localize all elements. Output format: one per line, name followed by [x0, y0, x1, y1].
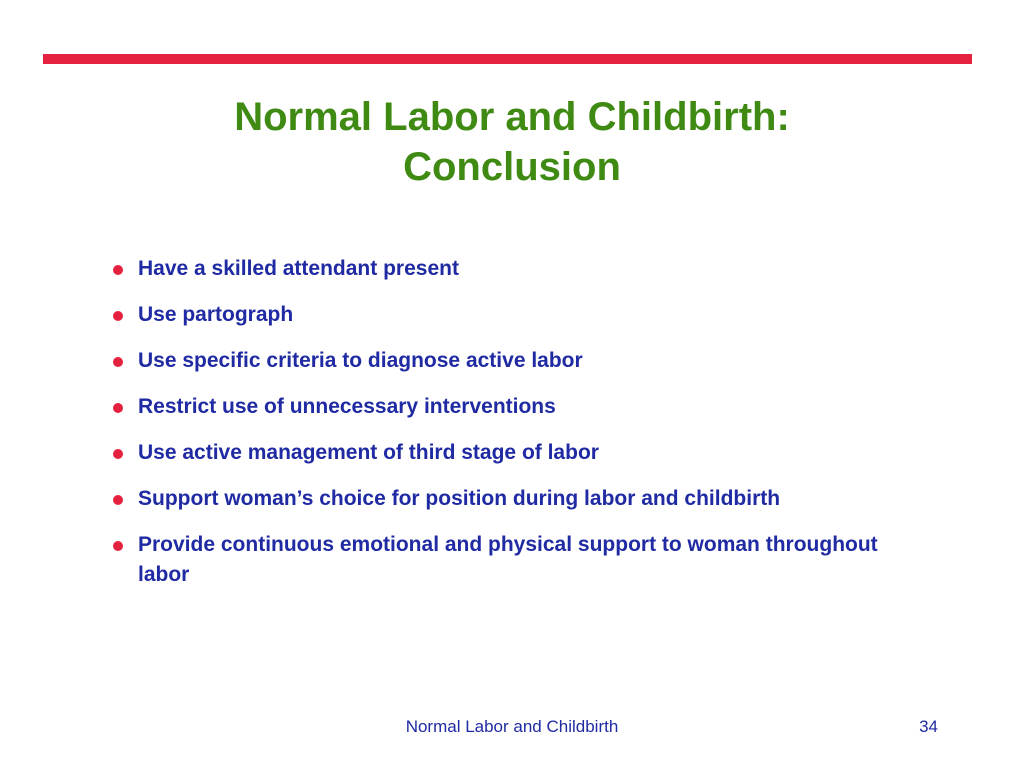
bullet-dot-icon: [113, 495, 123, 505]
bullet-item: [113, 438, 933, 468]
title-line-2: Conclusion: [403, 145, 621, 189]
bullet-dot-icon: [113, 403, 123, 413]
slide-title: [0, 92, 1024, 192]
bullet-dot-icon: [113, 311, 123, 321]
bullet-item: [113, 392, 933, 422]
bullet-dot-icon: [113, 449, 123, 459]
bullet-text: Have a skilled attendant present: [138, 257, 459, 280]
top-rule: [43, 54, 972, 64]
footer-title: Normal Labor and Childbirth: [405, 717, 619, 736]
bullet-text: Restrict use of unnecessary interventions: [138, 395, 556, 418]
bullet-text: Use partograph: [138, 303, 294, 326]
bullet-item: [113, 530, 933, 590]
bullet-text: Use specific criteria to diagnose active labor: [138, 349, 583, 372]
bullet-text: Use active management of third stage of labor: [138, 441, 599, 464]
page-number: 34: [919, 717, 938, 736]
bullet-item: [113, 484, 933, 514]
title-line-1: Normal Labor and Childbirth:: [234, 95, 790, 139]
bullet-list: [113, 254, 933, 606]
bullet-dot-icon: [113, 265, 123, 275]
bullet-dot-icon: [113, 357, 123, 367]
bullet-item: [113, 300, 933, 330]
bullet-text: Provide continuous emotional and physical support to woman throughout labor: [138, 533, 878, 586]
bullet-item: [113, 346, 933, 376]
bullet-item: [113, 254, 933, 284]
bullet-text: Support woman’s choice for position during labor and childbirth: [138, 487, 781, 510]
bullet-dot-icon: [113, 541, 123, 551]
